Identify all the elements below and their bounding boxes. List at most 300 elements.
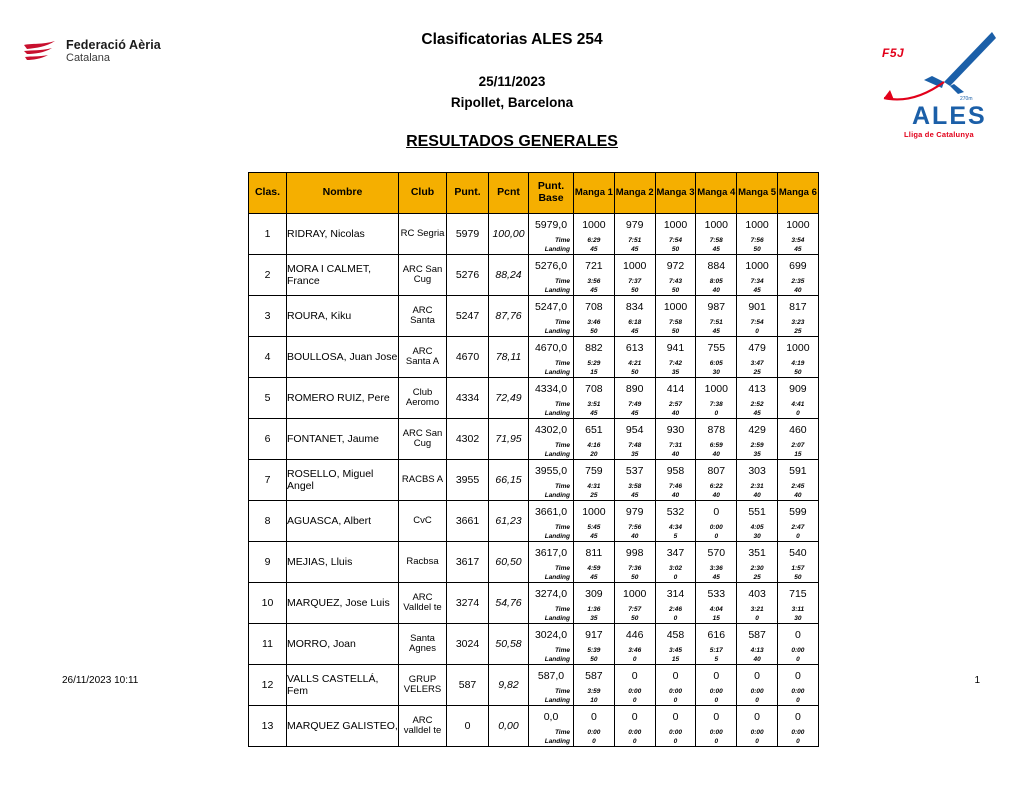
cell-punt: 3617: [447, 542, 489, 583]
col-header-manga-5: Manga 5: [737, 173, 778, 214]
cell-punt: 3955: [447, 460, 489, 501]
cell-manga-3-landing: 35: [655, 368, 696, 378]
cell-manga-4-landing: 40: [696, 286, 737, 296]
label-time: Time: [529, 400, 574, 409]
cell-pcnt: 100,00: [489, 214, 529, 255]
table-row: [249, 460, 819, 483]
cell-manga-4-time: 8:05: [696, 277, 737, 286]
cell-manga-5-score: 0: [737, 665, 778, 688]
cell-club: Club Aeromo: [399, 378, 447, 419]
label-landing: Landing: [529, 573, 574, 583]
cell-nombre: BOULLOSA, Juan Jose: [287, 337, 399, 378]
cell-manga-4-score: 755: [696, 337, 737, 360]
cell-manga-2-score: 979: [614, 214, 655, 237]
label-landing: Landing: [529, 491, 574, 501]
cell-manga-4-score: 0: [696, 665, 737, 688]
cell-manga-4-landing: 5: [696, 655, 737, 665]
cell-manga-4-time: 7:58: [696, 236, 737, 245]
col-header-manga-2: Manga 2: [614, 173, 655, 214]
cell-punt-base: 4670,0: [529, 337, 574, 360]
cell-clas: 13: [249, 706, 287, 747]
cell-manga-4-time: 0:00: [696, 728, 737, 737]
cell-manga-1-time: 3:51: [574, 400, 615, 409]
cell-manga-1-time: 3:59: [574, 687, 615, 696]
cell-manga-2-landing: 50: [614, 573, 655, 583]
event-place: Ripollet, Barcelona: [450, 95, 574, 110]
cell-pcnt: 71,95: [489, 419, 529, 460]
cell-club: ARC San Cug: [399, 255, 447, 296]
org-name-line2: Catalana: [66, 52, 111, 65]
cell-manga-1-time: 5:45: [574, 523, 615, 532]
cell-manga-2-score: 446: [614, 624, 655, 647]
label-landing: Landing: [529, 614, 574, 624]
cell-manga-6-time: 2:45: [777, 482, 818, 491]
cell-manga-5-landing: 0: [737, 614, 778, 624]
cell-manga-4-landing: 15: [696, 614, 737, 624]
cell-manga-3-landing: 15: [655, 655, 696, 665]
cell-manga-5-score: 551: [737, 501, 778, 524]
cell-manga-1-score: 1000: [574, 214, 615, 237]
cell-manga-6-score: 817: [777, 296, 818, 319]
cell-manga-3-score: 347: [655, 542, 696, 565]
cell-manga-3-landing: 50: [655, 245, 696, 255]
cell-manga-4-time: 4:04: [696, 605, 737, 614]
cell-manga-3-score: 1000: [655, 296, 696, 319]
cell-manga-1-score: 708: [574, 378, 615, 401]
cell-clas: 1: [249, 214, 287, 255]
cell-pcnt: 0,00: [489, 706, 529, 747]
cell-manga-2-time: 7:48: [614, 441, 655, 450]
cell-punt-base: 4302,0: [529, 419, 574, 442]
cell-manga-5-score: 351: [737, 542, 778, 565]
cell-manga-4-score: 533: [696, 583, 737, 606]
cell-manga-3-landing: 40: [655, 409, 696, 419]
cell-manga-6-time: 2:07: [777, 441, 818, 450]
label-time: Time: [529, 236, 574, 245]
col-header-clas: Clas.: [249, 173, 287, 214]
cell-manga-5-score: 479: [737, 337, 778, 360]
cell-manga-2-landing: 45: [614, 327, 655, 337]
cell-punt-base: 4334,0: [529, 378, 574, 401]
label-landing: Landing: [529, 327, 574, 337]
cell-manga-6-landing: 0: [777, 696, 818, 706]
cell-manga-2-time: 3:46: [614, 646, 655, 655]
cell-manga-6-landing: 15: [777, 450, 818, 460]
section-subtitle: RESULTADOS GENERALES: [406, 133, 618, 150]
cell-manga-2-landing: 0: [614, 696, 655, 706]
cell-manga-1-landing: 45: [574, 245, 615, 255]
cell-manga-5-score: 303: [737, 460, 778, 483]
cell-manga-4-score: 1000: [696, 214, 737, 237]
cell-manga-5-time: 2:31: [737, 482, 778, 491]
cell-manga-6-landing: 50: [777, 368, 818, 378]
cell-manga-3-time: 7:31: [655, 441, 696, 450]
cell-club: ARC Santa A: [399, 337, 447, 378]
cell-manga-4-score: 0: [696, 706, 737, 729]
cell-pcnt: 61,23: [489, 501, 529, 542]
cell-club: RC Segria: [399, 214, 447, 255]
label-time: Time: [529, 687, 574, 696]
cell-manga-2-time: 7:36: [614, 564, 655, 573]
cell-manga-1-score: 708: [574, 296, 615, 319]
label-landing: Landing: [529, 532, 574, 542]
cell-manga-1-score: 0: [574, 706, 615, 729]
cell-punt-base: 0,0: [529, 706, 574, 729]
cell-manga-2-landing: 40: [614, 532, 655, 542]
cell-manga-1-landing: 45: [574, 286, 615, 296]
cell-manga-4-time: 3:36: [696, 564, 737, 573]
cell-manga-1-landing: 50: [574, 327, 615, 337]
cell-manga-2-score: 0: [614, 665, 655, 688]
cell-manga-2-landing: 50: [614, 368, 655, 378]
cell-nombre: MEJIAS, Lluis: [287, 542, 399, 583]
cell-manga-6-time: 0:00: [777, 687, 818, 696]
table-row: [249, 255, 819, 278]
cell-manga-2-score: 537: [614, 460, 655, 483]
cell-manga-2-time: 7:57: [614, 605, 655, 614]
cell-clas: 8: [249, 501, 287, 542]
cell-punt-base: 3955,0: [529, 460, 574, 483]
cell-manga-1-score: 811: [574, 542, 615, 565]
cell-manga-5-landing: 50: [737, 245, 778, 255]
cell-club: GRUP VELERS: [399, 665, 447, 706]
col-header-punt: Punt.: [447, 173, 489, 214]
cell-pcnt: 50,58: [489, 624, 529, 665]
cell-punt-base: 587,0: [529, 665, 574, 688]
cell-punt: 587: [447, 665, 489, 706]
cell-punt: 4302: [447, 419, 489, 460]
cell-nombre: MORRO, Joan: [287, 624, 399, 665]
label-landing: Landing: [529, 368, 574, 378]
table-row: [249, 501, 819, 524]
cell-manga-2-score: 954: [614, 419, 655, 442]
cell-clas: 9: [249, 542, 287, 583]
label-landing: Landing: [529, 450, 574, 460]
cell-manga-5-score: 429: [737, 419, 778, 442]
cell-nombre: FONTANET, Jaume: [287, 419, 399, 460]
col-header-manga-4: Manga 4: [696, 173, 737, 214]
cell-manga-5-time: 7:54: [737, 318, 778, 327]
cell-club: CvC: [399, 501, 447, 542]
cell-nombre: MORA I CALMET, France: [287, 255, 399, 296]
cell-manga-3-score: 941: [655, 337, 696, 360]
cell-pcnt: 60,50: [489, 542, 529, 583]
cell-manga-3-landing: 40: [655, 450, 696, 460]
cell-punt-base: 5276,0: [529, 255, 574, 278]
col-header-manga-6: Manga 6: [777, 173, 818, 214]
cell-manga-6-time: 3:54: [777, 236, 818, 245]
cell-manga-5-score: 403: [737, 583, 778, 606]
cell-manga-4-time: 7:38: [696, 400, 737, 409]
cell-manga-2-time: 7:51: [614, 236, 655, 245]
cell-manga-1-time: 5:39: [574, 646, 615, 655]
cell-manga-1-landing: 15: [574, 368, 615, 378]
cell-manga-3-time: 7:58: [655, 318, 696, 327]
cell-manga-2-score: 613: [614, 337, 655, 360]
cell-manga-3-landing: 50: [655, 327, 696, 337]
cell-manga-6-score: 591: [777, 460, 818, 483]
cell-manga-1-landing: 35: [574, 614, 615, 624]
cell-clas: 11: [249, 624, 287, 665]
cell-manga-1-time: 6:29: [574, 236, 615, 245]
cell-manga-1-landing: 10: [574, 696, 615, 706]
cell-manga-2-time: 6:18: [614, 318, 655, 327]
cell-manga-3-score: 414: [655, 378, 696, 401]
cell-manga-6-time: 2:47: [777, 523, 818, 532]
cell-manga-3-landing: 0: [655, 614, 696, 624]
cell-manga-2-landing: 45: [614, 409, 655, 419]
cell-manga-4-score: 987: [696, 296, 737, 319]
cell-manga-2-score: 0: [614, 706, 655, 729]
cell-manga-3-score: 930: [655, 419, 696, 442]
cell-manga-5-time: 7:34: [737, 277, 778, 286]
cell-club: ARC San Cug: [399, 419, 447, 460]
table-row: [249, 583, 819, 606]
table-row: [249, 337, 819, 360]
col-header-club: Club: [399, 173, 447, 214]
cell-manga-3-score: 972: [655, 255, 696, 278]
cell-manga-1-time: 4:59: [574, 564, 615, 573]
cell-manga-3-score: 458: [655, 624, 696, 647]
cell-manga-4-time: 0:00: [696, 687, 737, 696]
cell-pcnt: 66,15: [489, 460, 529, 501]
cell-manga-3-time: 7:46: [655, 482, 696, 491]
col-header-punt-base: Punt. Base: [529, 173, 574, 214]
label-landing: Landing: [529, 245, 574, 255]
cell-manga-6-landing: 40: [777, 286, 818, 296]
cell-manga-2-score: 890: [614, 378, 655, 401]
table-row: [249, 542, 819, 565]
cell-pcnt: 54,76: [489, 583, 529, 624]
cell-pcnt: 87,76: [489, 296, 529, 337]
cell-manga-4-time: 6:59: [696, 441, 737, 450]
cell-manga-4-score: 884: [696, 255, 737, 278]
table-row: [249, 214, 819, 237]
cell-manga-5-landing: 40: [737, 655, 778, 665]
label-time: Time: [529, 605, 574, 614]
cell-manga-5-time: 4:13: [737, 646, 778, 655]
cell-manga-6-time: 2:35: [777, 277, 818, 286]
cell-manga-4-time: 6:22: [696, 482, 737, 491]
cell-manga-1-landing: 25: [574, 491, 615, 501]
cell-clas: 4: [249, 337, 287, 378]
cell-punt: 0: [447, 706, 489, 747]
cell-manga-5-score: 587: [737, 624, 778, 647]
cell-punt-base: 3661,0: [529, 501, 574, 524]
label-time: Time: [529, 728, 574, 737]
cell-manga-1-score: 309: [574, 583, 615, 606]
cell-manga-1-time: 3:56: [574, 277, 615, 286]
table-row: [249, 624, 819, 647]
col-header-manga-3: Manga 3: [655, 173, 696, 214]
cell-manga-5-score: 1000: [737, 255, 778, 278]
cell-manga-4-score: 570: [696, 542, 737, 565]
cell-nombre: VALLS CASTELLÁ, Fem: [287, 665, 399, 706]
cell-manga-3-score: 958: [655, 460, 696, 483]
label-time: Time: [529, 646, 574, 655]
cell-manga-5-landing: 0: [737, 696, 778, 706]
cell-manga-5-landing: 25: [737, 368, 778, 378]
cell-manga-6-landing: 0: [777, 532, 818, 542]
cell-manga-6-landing: 40: [777, 491, 818, 501]
col-header-nombre: Nombre: [287, 173, 399, 214]
cell-manga-6-score: 0: [777, 665, 818, 688]
label-time: Time: [529, 523, 574, 532]
cell-manga-2-time: 3:58: [614, 482, 655, 491]
cell-manga-4-score: 1000: [696, 378, 737, 401]
event-tagline: Lliga de Catalunya: [904, 130, 974, 139]
cell-manga-6-score: 0: [777, 706, 818, 729]
cell-nombre: ROMERO RUIZ, Pere: [287, 378, 399, 419]
cell-manga-5-landing: 0: [737, 327, 778, 337]
cell-manga-3-landing: 0: [655, 737, 696, 747]
cell-manga-3-landing: 5: [655, 532, 696, 542]
cell-manga-3-time: 0:00: [655, 687, 696, 696]
cell-manga-6-score: 540: [777, 542, 818, 565]
cell-manga-5-time: 2:52: [737, 400, 778, 409]
cell-manga-6-time: 3:11: [777, 605, 818, 614]
cell-punt: 4334: [447, 378, 489, 419]
cell-manga-6-landing: 0: [777, 409, 818, 419]
table-row: [249, 665, 819, 688]
label-landing: Landing: [529, 696, 574, 706]
cell-manga-5-time: 0:00: [737, 687, 778, 696]
cell-club: ARC valldel te: [399, 706, 447, 747]
cell-manga-4-landing: 40: [696, 491, 737, 501]
cell-manga-6-landing: 0: [777, 737, 818, 747]
col-header-pcnt: Pcnt: [489, 173, 529, 214]
cell-manga-6-landing: 0: [777, 655, 818, 665]
cell-manga-6-score: 1000: [777, 337, 818, 360]
cell-manga-3-score: 532: [655, 501, 696, 524]
cell-manga-4-time: 6:05: [696, 359, 737, 368]
cell-manga-2-time: 7:56: [614, 523, 655, 532]
cell-manga-2-time: 4:21: [614, 359, 655, 368]
label-time: Time: [529, 441, 574, 450]
cell-club: ARC Santa: [399, 296, 447, 337]
cell-manga-2-landing: 50: [614, 286, 655, 296]
table-row: [249, 419, 819, 442]
cell-clas: 10: [249, 583, 287, 624]
cell-manga-5-time: 7:56: [737, 236, 778, 245]
print-timestamp: 26/11/2023 10:11: [62, 675, 139, 686]
cell-manga-1-time: 3:46: [574, 318, 615, 327]
cell-manga-5-landing: 35: [737, 450, 778, 460]
cell-manga-4-landing: 40: [696, 450, 737, 460]
results-table-container: [248, 172, 818, 747]
cell-manga-2-score: 1000: [614, 255, 655, 278]
cell-manga-2-landing: 0: [614, 655, 655, 665]
cell-manga-6-landing: 45: [777, 245, 818, 255]
cell-manga-1-time: 5:29: [574, 359, 615, 368]
label-landing: Landing: [529, 286, 574, 296]
cell-manga-3-landing: 0: [655, 696, 696, 706]
cell-manga-5-time: 3:47: [737, 359, 778, 368]
cell-club: ARC Valldel te: [399, 583, 447, 624]
cell-manga-3-time: 4:34: [655, 523, 696, 532]
label-time: Time: [529, 482, 574, 491]
cell-pcnt: 9,82: [489, 665, 529, 706]
cell-manga-5-score: 413: [737, 378, 778, 401]
cell-punt: 5979: [447, 214, 489, 255]
cell-manga-5-time: 0:00: [737, 728, 778, 737]
cell-manga-5-landing: 25: [737, 573, 778, 583]
cell-club: Racbsa: [399, 542, 447, 583]
cell-manga-3-time: 2:46: [655, 605, 696, 614]
cell-manga-4-landing: 45: [696, 327, 737, 337]
page-title: Clasificatorias ALES 254: [421, 31, 603, 48]
cell-manga-5-landing: 45: [737, 286, 778, 296]
cell-manga-6-landing: 25: [777, 327, 818, 337]
cell-clas: 6: [249, 419, 287, 460]
cell-manga-3-time: 2:57: [655, 400, 696, 409]
cell-clas: 7: [249, 460, 287, 501]
label-landing: Landing: [529, 409, 574, 419]
table-row: [249, 296, 819, 319]
event-date: 25/11/2023: [478, 74, 546, 89]
cell-manga-4-landing: 0: [696, 696, 737, 706]
cell-manga-6-score: 699: [777, 255, 818, 278]
cell-punt: 3661: [447, 501, 489, 542]
label-time: Time: [529, 277, 574, 286]
cell-manga-4-score: 616: [696, 624, 737, 647]
cell-manga-1-time: 4:16: [574, 441, 615, 450]
cell-manga-1-landing: 0: [574, 737, 615, 747]
cell-manga-1-score: 759: [574, 460, 615, 483]
cell-nombre: MARQUEZ GALISTEO,: [287, 706, 399, 747]
cell-punt: 5276: [447, 255, 489, 296]
col-header-manga-1: Manga 1: [574, 173, 615, 214]
cell-manga-2-time: 0:00: [614, 687, 655, 696]
cell-manga-6-score: 599: [777, 501, 818, 524]
cell-manga-6-time: 1:57: [777, 564, 818, 573]
cell-manga-1-time: 4:31: [574, 482, 615, 491]
cell-manga-1-score: 587: [574, 665, 615, 688]
cell-manga-3-score: 0: [655, 706, 696, 729]
cell-manga-3-time: 7:54: [655, 236, 696, 245]
cell-pcnt: 78,11: [489, 337, 529, 378]
label-landing: Landing: [529, 737, 574, 747]
cell-club: RACBS A: [399, 460, 447, 501]
cell-manga-3-time: 3:02: [655, 564, 696, 573]
cell-manga-6-score: 909: [777, 378, 818, 401]
cell-punt: 3024: [447, 624, 489, 665]
cell-manga-5-landing: 40: [737, 491, 778, 501]
cell-manga-3-landing: 50: [655, 286, 696, 296]
event-name: ALES: [912, 102, 987, 130]
cell-manga-4-landing: 0: [696, 737, 737, 747]
cell-manga-3-time: 7:43: [655, 277, 696, 286]
cell-manga-2-score: 979: [614, 501, 655, 524]
cell-manga-6-score: 460: [777, 419, 818, 442]
cell-manga-4-landing: 30: [696, 368, 737, 378]
cell-manga-2-score: 998: [614, 542, 655, 565]
cell-nombre: MARQUEZ, Jose Luis: [287, 583, 399, 624]
cell-punt-base: 3274,0: [529, 583, 574, 606]
cell-manga-4-landing: 0: [696, 532, 737, 542]
cell-manga-1-time: 0:00: [574, 728, 615, 737]
cell-manga-1-score: 1000: [574, 501, 615, 524]
cell-manga-6-landing: 30: [777, 614, 818, 624]
cell-manga-5-landing: 30: [737, 532, 778, 542]
cell-manga-1-landing: 45: [574, 573, 615, 583]
cell-punt-base: 5247,0: [529, 296, 574, 319]
cell-punt: 3274: [447, 583, 489, 624]
cell-manga-6-time: 3:23: [777, 318, 818, 327]
cell-manga-3-score: 1000: [655, 214, 696, 237]
cell-manga-3-time: 3:45: [655, 646, 696, 655]
label-time: Time: [529, 359, 574, 368]
